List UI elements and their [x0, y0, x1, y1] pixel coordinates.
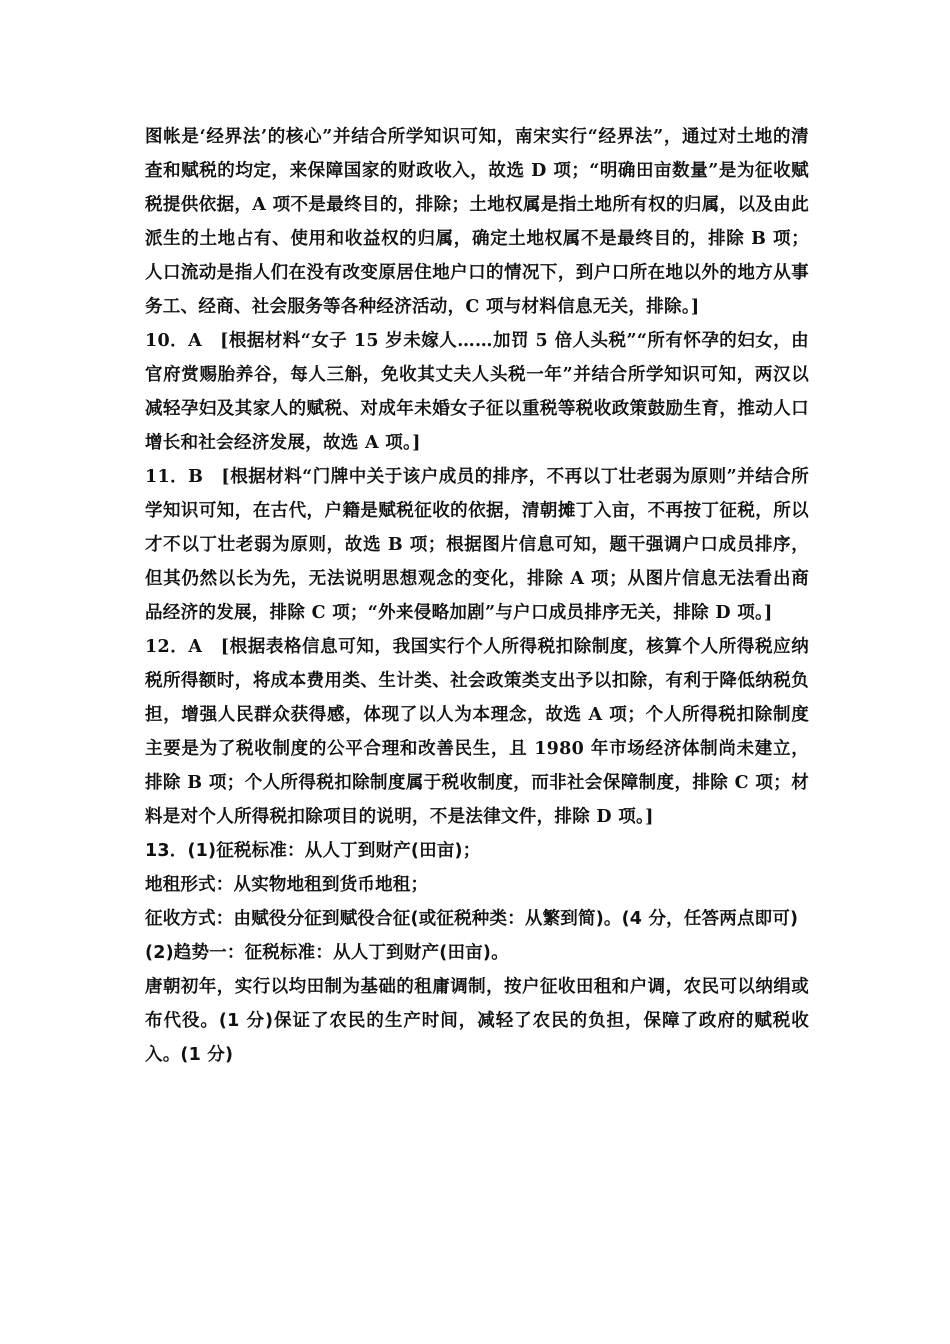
answer-q13-part1-standard: 13．(1)征税标准：从人丁到财产(田亩)；	[145, 841, 481, 861]
answer-q13-part2-trend: (2)趋势一：征税标准：从人丁到财产(田亩)。	[145, 943, 509, 963]
answer-q12: 12．A [根据表格信息可知，我国实行个人所得税扣除制度，核算个人所得税应纳税所得额时，将成本费用类、生计类、社会政策类支出予以扣除，有利于降低纳税负担，增强人民群众获得感，体现了以人为本理念，故选 A 项；个人所得税扣除制度主要是为了税收制度的公平合理和改善民生，且 1980 年市场经济体制尚未建立，排除 B 项；个人所得税扣除制度属于税收制度，而非社会保障制度，排除 C 项；材料是对个人所得税扣除项目的说明，不是法律文件，排除 D 项。]	[145, 637, 809, 827]
paragraph-continued-explanation: 图帐是‘经界法’的核心”并结合所学知识可知，南宋实行“经界法”，通过对土地的清查和赋税的均定，来保障国家的财政收入，故选 D 项；“明确田亩数量”是为征收赋税提供依据，A 项不是最终目的，排除；土地权属是指土地所有权的归属，以及由此派生的土地占有、使用和收益权的归属，确定土地权属不是最终目的，排除 B 项；人口流动是指人们在没有改变原居住地户口的情况下，到户口所在地以外的地方从事务工、经商、社会服务等各种经济活动，C 项与材料信息无关，排除。]	[145, 127, 809, 317]
answer-page	[145, 120, 809, 1072]
answer-q13-part1-method: 征收方式：由赋役分征到赋役合征(或征税种类：从繁到简)。(4 分，任答两点即可)	[145, 909, 799, 929]
answer-q13-part2-tang: 唐朝初年，实行以均田制为基础的租庸调制，按户征收田租和户调，农民可以纳绢或布代役。(1 分)保证了农民的生产时间，减轻了农民的负担，保障了政府的赋税收入。(1 分)	[145, 977, 809, 1065]
answer-q13-part1-rent: 地租形式：从实物地租到货币地租；	[145, 875, 429, 895]
answer-q11: 11．B [根据材料“门牌中关于该户成员的排序，不再以丁壮老弱为原则”并结合所学知识可知，在古代，户籍是赋税征收的依据，清朝摊丁入亩，不再按丁征税，所以才不以丁壮老弱为原则，故选 B 项；根据图片信息可知，题干强调户口成员排序，但其仍然以长为先，无法说明思想观念的变化，排除 A 项；从图片信息无法看出商品经济的发展，排除 C 项；“外来侵略加剧”与户口成员排序无关，排除 D 项。]	[145, 467, 809, 623]
answer-q10: 10．A [根据材料“女子 15 岁未嫁人……加罚 5 倍人头税”“所有怀孕的妇女，由官府赏赐胎养谷，每人三斛，免收其丈夫人头税一年”并结合所学知识可知，两汉以减轻孕妇及其家人的赋税、对成年未婚女子征以重税等税收政策鼓励生育，推动人口增长和社会经济发展，故选 A 项。]	[145, 331, 809, 453]
